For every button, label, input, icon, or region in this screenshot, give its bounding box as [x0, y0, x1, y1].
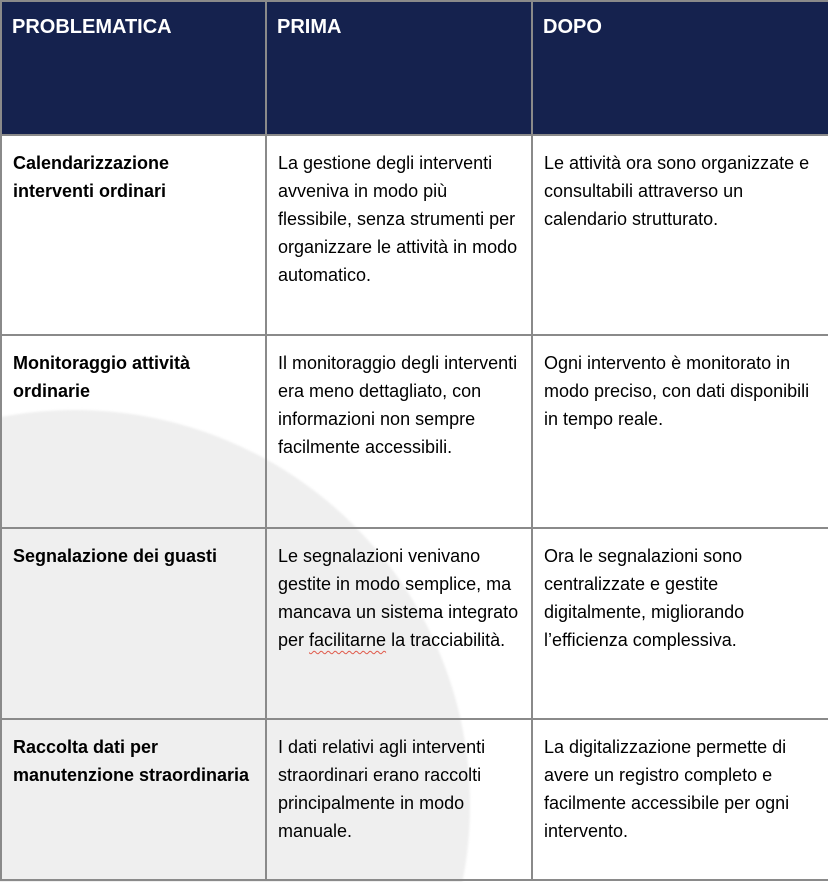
dopo-cell: La digitalizzazione permette di avere un registro completo e facilmente accessibile per ogni intervento.	[532, 719, 828, 880]
dopo-cell: Le attività ora sono organizzate e consultabili attraverso un calendario strutturato.	[532, 135, 828, 335]
problematica-cell: Monitoraggio attività ordinarie	[1, 335, 266, 528]
prima-text: Le segnalazioni venivano gestite in modo semplice, ma mancava un sistema integrato per	[278, 546, 519, 650]
table-row	[1, 719, 828, 880]
table-row	[1, 335, 828, 528]
spellcheck-underlined-word: facilitarne	[309, 630, 387, 650]
table-row	[1, 528, 828, 719]
prima-cell: La gestione degli interventi avveniva in modo più flessibile, senza strumenti per organizzare le attività in modo automatico.	[266, 135, 532, 335]
table-body	[1, 135, 828, 880]
column-header-prima: PRIMA	[266, 1, 532, 135]
table-row	[1, 135, 828, 335]
problematica-cell: Segnalazione dei guasti	[1, 528, 266, 719]
prima-text: la tracciabilità.	[386, 630, 506, 650]
header-row	[1, 1, 828, 135]
dopo-cell: Ora le segnalazioni sono centralizzate e gestite digitalmente, migliorando l’efficienza complessiva.	[532, 528, 828, 719]
column-header-problematica: PROBLEMATICA	[1, 1, 266, 135]
prima-cell: I dati relativi agli interventi straordinari erano raccolti principalmente in modo manuale.	[266, 719, 532, 880]
dopo-cell: Ogni intervento è monitorato in modo preciso, con dati disponibili in tempo reale.	[532, 335, 828, 528]
column-header-dopo: DOPO	[532, 1, 828, 135]
prima-cell: Il monitoraggio degli interventi era meno dettagliato, con informazioni non sempre facilmente accessibili.	[266, 335, 532, 528]
problematica-cell: Calendarizzazione interventi ordinari	[1, 135, 266, 335]
problematica-cell: Raccolta dati per manutenzione straordinaria	[1, 719, 266, 880]
prima-cell	[266, 528, 532, 719]
